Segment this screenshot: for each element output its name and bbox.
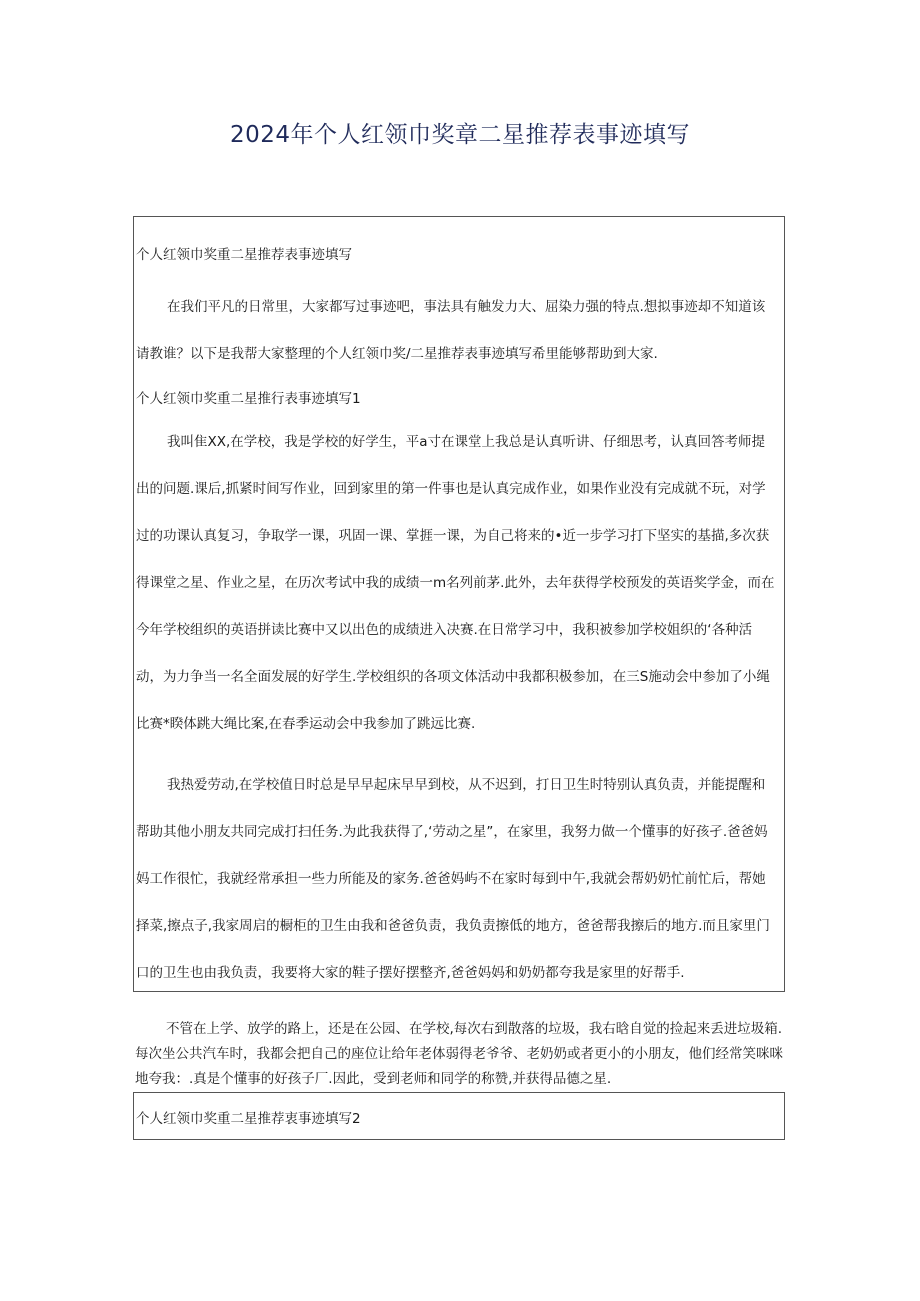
section-heading-2: 个人红领巾奖重二星推荐衷事迹填写2 (136, 1111, 361, 1127)
labor-paragraph: 我热爱劳动,在学校值日时总是早早起床早早到校，从不迟到，打日卫生时特别认真负责，并能提醒和帮助其他小朋友共同完成打扫任务.为此我获得了,‘劳动之星”，在家里，我努力做一个懂事的好孩孑.爸爸妈妈工作很忙，我就经常承担一些力所能及的家务.爸爸妈屿不在家时每到中午,我就会帮奶奶忙前忙后，帮她择菜,擦点子,我家周启的橱柜的卫生由我和爸爸负责，我负责擦低的地方，爸爸帮我擦后的地方.而且家里门口的卫生也由我负责，我要将大家的鞋子摆好摆整齐,爸爸妈妈和奶奶都夸我是家里的好帮手. (136, 777, 770, 981)
section-heading-1: 个人红领巾奖重二星推行表事迹填写1 (136, 391, 361, 407)
section-heading: 个人红领巾奖重二星推荐表事迹填写 (136, 247, 352, 263)
intro-paragraph: 在我们平凡的日常里，大家都写过事迹吧，事法具有触发力大、屈染力强的特点.想拟事迹却不知道该请教谁？以下是我帮大家整理的个人红领巾奖/二星推荐表事迹填写希里能够帮助到大家. (136, 299, 766, 362)
content-box (133, 216, 785, 992)
study-paragraph: 我叫隹XX,在学校，我是学校的好学生，平a寸在课堂上我总是认真听讲、仔细思考，认真回答考师提出的问题.课后,抓紧时间写作业，回到家里的第一件事也是认真完成作业，如果作业没有完成就不玩，对学过的功课认真复习，争取学一课，巩固一课、掌捱一课，为自己将来的•近一步学习打下坚实的基描,多次获得课堂之星、作业之星，在历次考试中我的成绩一m名列前茅.此外，去年获得学校预发的英语奖学金，而在今年学校组织的英语拼读比赛中又以出色的成绩进入决赛.在日常学习中，我积被参加学校姐织的‘各种活动，为力争当一名全面发展的好学生.学校组织的各项文体活动中我都积极参加，在三S施动会中参加了小绳比赛*睽体跳大绳比案,在春季运动会中我参加了跳远比赛. (136, 434, 775, 732)
content-box-2 (133, 1092, 785, 1140)
morality-paragraph: 不管在上学、放学的路上，还是在公园、在学校,每次右到散落的垃圾，我右晗自觉的捡起来丢进垃圾箱.每次坐公共汽车时，我都会把自己的座位让给年老体弱得老爷爷、老奶奶或者更小的小朋友，他们经常笑咪咪地夸我：.真是个懂事的好孩子厂.因此，受到老师和同学的称赞,并获得品德之星. (135, 1021, 783, 1087)
document-title: 2024年个人红领巾奖章二星推荐表事迹填写 (229, 122, 691, 148)
